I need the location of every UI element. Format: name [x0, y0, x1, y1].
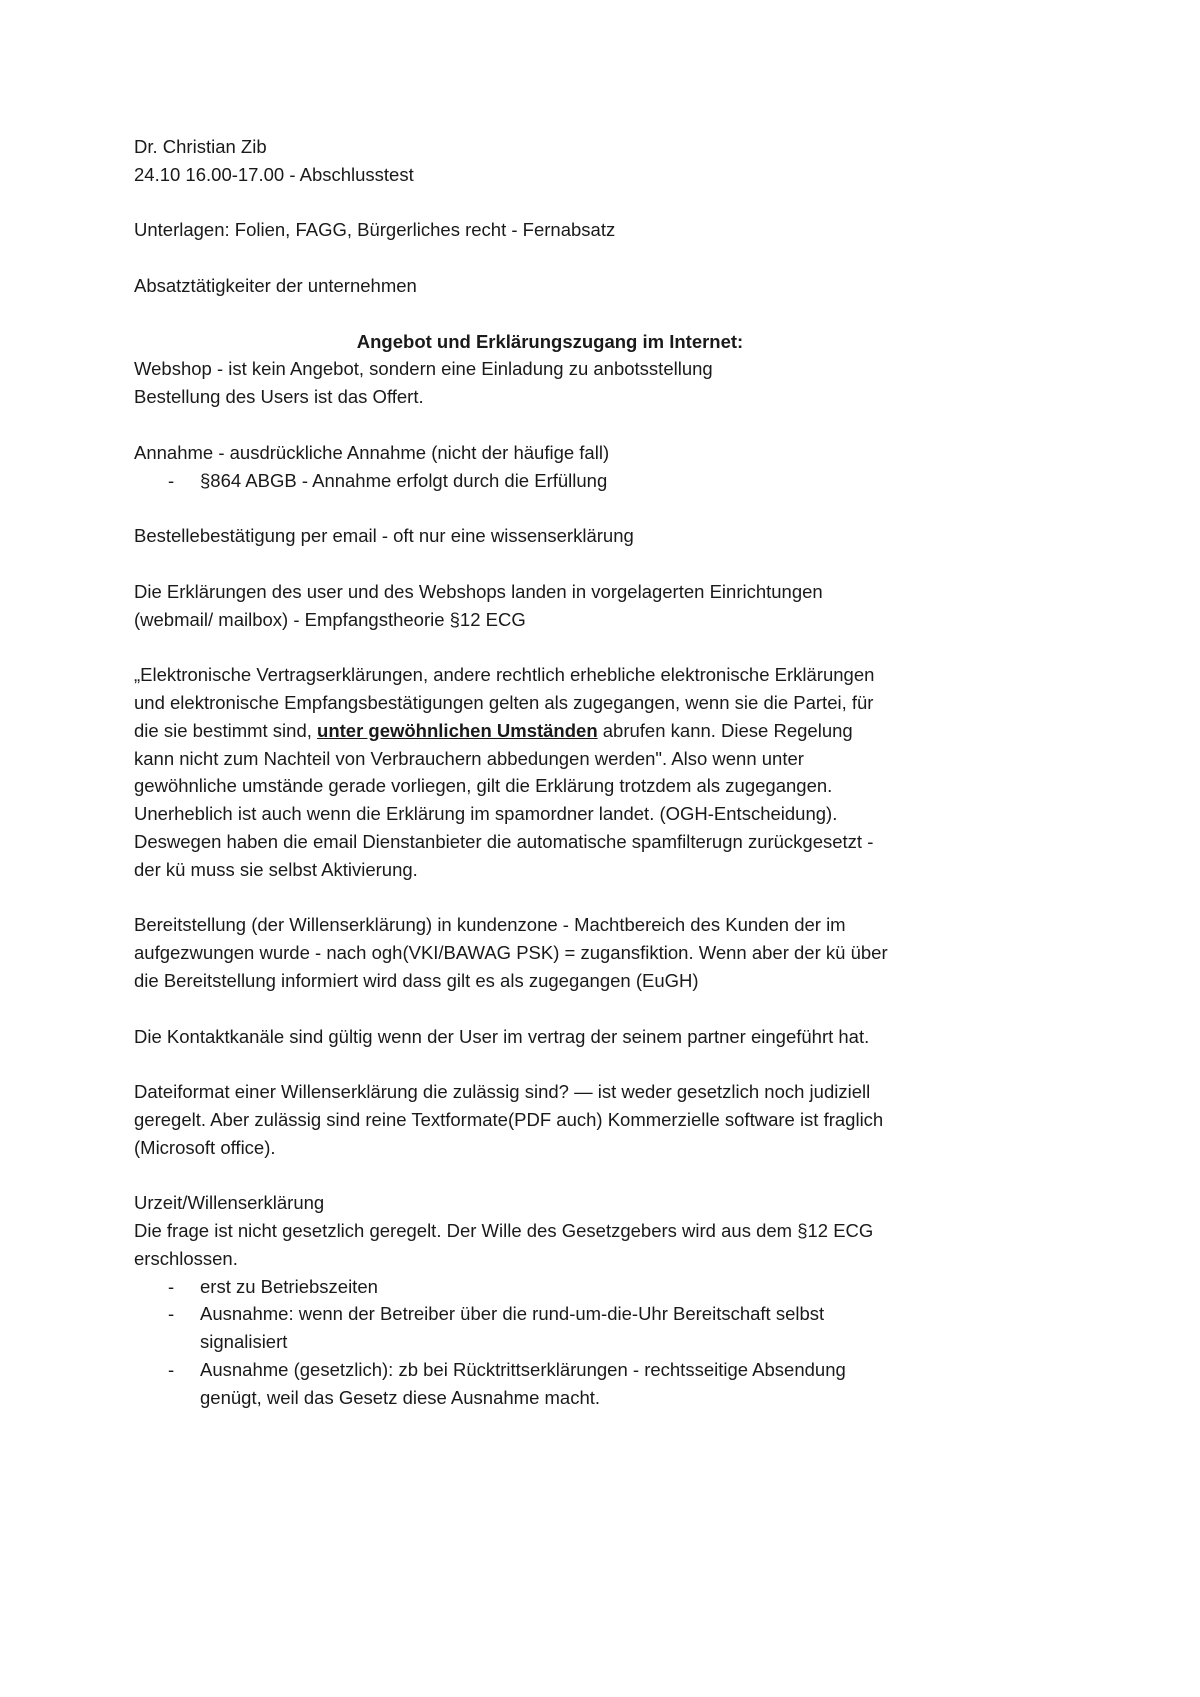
quote-line-3-pre: die sie bestimmt sind, [134, 719, 318, 741]
document-body [134, 133, 984, 1412]
spacer [134, 550, 984, 578]
dateiformat-line-2: geregelt. Aber zulässig sind reine Textformate(PDF auch) Kommerzielle software ist fraglich [134, 1108, 884, 1130]
spacer [134, 244, 984, 272]
quote-line-2: und elektronische Empfangsbestätigungen gelten als zugegangen, wenn sie die Partei, für [134, 691, 874, 713]
bullet-dash: - [168, 469, 175, 491]
quote-line-7: Deswegen haben die email Dienstanbieter die automatische spamfilterugn zurückgesetzt - [134, 830, 874, 852]
urzeit-bullet-3 [134, 1356, 984, 1412]
topic-line: Absatztätigkeiter der unternehmen [134, 274, 417, 296]
erklaerungen-line-1: Die Erklärungen des user und des Webshops landen in vorgelagerten Einrichtungen [134, 580, 823, 602]
dateiformat-line-1: Dateiformat einer Willenserklärung die zulässig sind? — ist weder gesetzlich noch judiziell [134, 1081, 871, 1103]
erklaerungen-line-2: (webmail/ mailbox) - Empfangstheorie §12 ECG [134, 608, 526, 630]
quote-line-3-post: abrufen kann. Diese Regelung [597, 719, 853, 741]
dateiformat-line-3: (Microsoft office). [134, 1136, 276, 1158]
bestellbestaetigung-line: Bestellebestätigung per email - oft nur eine wissenserklärung [134, 525, 634, 547]
urzeit-heading: Urzeit/Willenserklärung [134, 1192, 325, 1214]
date-line: 24.10 16.00-17.00 - Abschlusstest [134, 163, 414, 185]
spacer [134, 300, 984, 328]
bullet-text: Ausnahme (gesetzlich): zb bei Rücktrittserklärungen - rechtsseitige Absendung [200, 1359, 846, 1381]
bullet-dash: - [168, 1275, 175, 1297]
section-heading: Angebot und Erklärungszugang im Internet: [356, 330, 744, 352]
quote-line-8: der kü muss sie selbst Aktivierung. [134, 858, 418, 880]
bullet-text: §864 ABGB - Annahme erfolgt durch die Erfüllung [200, 469, 608, 491]
bereitstellung-line-3: die Bereitstellung informiert wird dass gilt es als zugegangen (EuGH) [134, 969, 699, 991]
spacer [134, 1161, 984, 1189]
author-line: Dr. Christian Zib [134, 136, 267, 157]
urzeit-line-2: erschlossen. [134, 1247, 238, 1269]
webshop-line-2: Bestellung des Users ist das Offert. [134, 386, 424, 408]
bullet-dash: - [168, 1303, 175, 1325]
annahme-bullet [134, 467, 984, 495]
urzeit-line-1: Die frage ist nicht gesetzlich geregelt. Der Wille des Gesetzgebers wird aus dem §12 ECG [134, 1220, 874, 1242]
spacer [134, 189, 984, 217]
bullet-text: Ausnahme: wenn der Betreiber über die rund-um-die-Uhr Bereitschaft selbst [200, 1303, 825, 1325]
spacer [134, 411, 984, 439]
emphasized-phrase: unter gewöhnlichen Umständen [317, 719, 598, 741]
webshop-line-1: Webshop - ist kein Angebot, sondern eine Einladung zu anbotsstellung [134, 358, 713, 380]
annahme-line: Annahme - ausdrückliche Annahme (nicht der häufige fall) [134, 441, 610, 463]
spacer [134, 995, 984, 1023]
bullet-dash: - [168, 1359, 175, 1381]
urzeit-bullet-2 [134, 1300, 984, 1356]
quote-line-5: gewöhnliche umstände gerade vorliegen, gilt die Erklärung trotzdem als zugegangen. [134, 775, 833, 797]
spacer [134, 884, 984, 912]
bullet-text-continued: genügt, weil das Gesetz diese Ausnahme macht. [200, 1386, 601, 1408]
quote-line-4: kann nicht zum Nachteil von Verbrauchern abbedungen werden". Also wenn unter [134, 747, 804, 769]
quote-line-6: Unerheblich ist auch wenn die Erklärung im spamordner landet. (OGH-Entscheidung). [134, 803, 838, 825]
quote-line-3 [134, 717, 984, 745]
quote-line-1: „Elektronische Vertragserklärungen, andere rechtlich erhebliche elektronische Erklärungen [134, 664, 875, 686]
bereitstellung-line-2: aufgezwungen wurde - nach ogh(VKI/BAWAG PSK) = zugansfiktion. Wenn aber der kü über [134, 942, 888, 964]
urzeit-bullet-1 [134, 1273, 984, 1301]
spacer [134, 1050, 984, 1078]
materials-line: Unterlagen: Folien, FAGG, Bürgerliches recht - Fernabsatz [134, 219, 616, 241]
bereitstellung-line-1: Bereitstellung (der Willenserklärung) in kundenzone - Machtbereich des Kunden der im [134, 914, 846, 936]
spacer [134, 633, 984, 661]
kontaktkanaele-line: Die Kontaktkanäle sind gültig wenn der User im vertrag der seinem partner eingeführt hat. [134, 1025, 870, 1047]
bullet-text-continued: signalisiert [200, 1331, 288, 1353]
spacer [134, 494, 984, 522]
bullet-text: erst zu Betriebszeiten [200, 1275, 378, 1297]
